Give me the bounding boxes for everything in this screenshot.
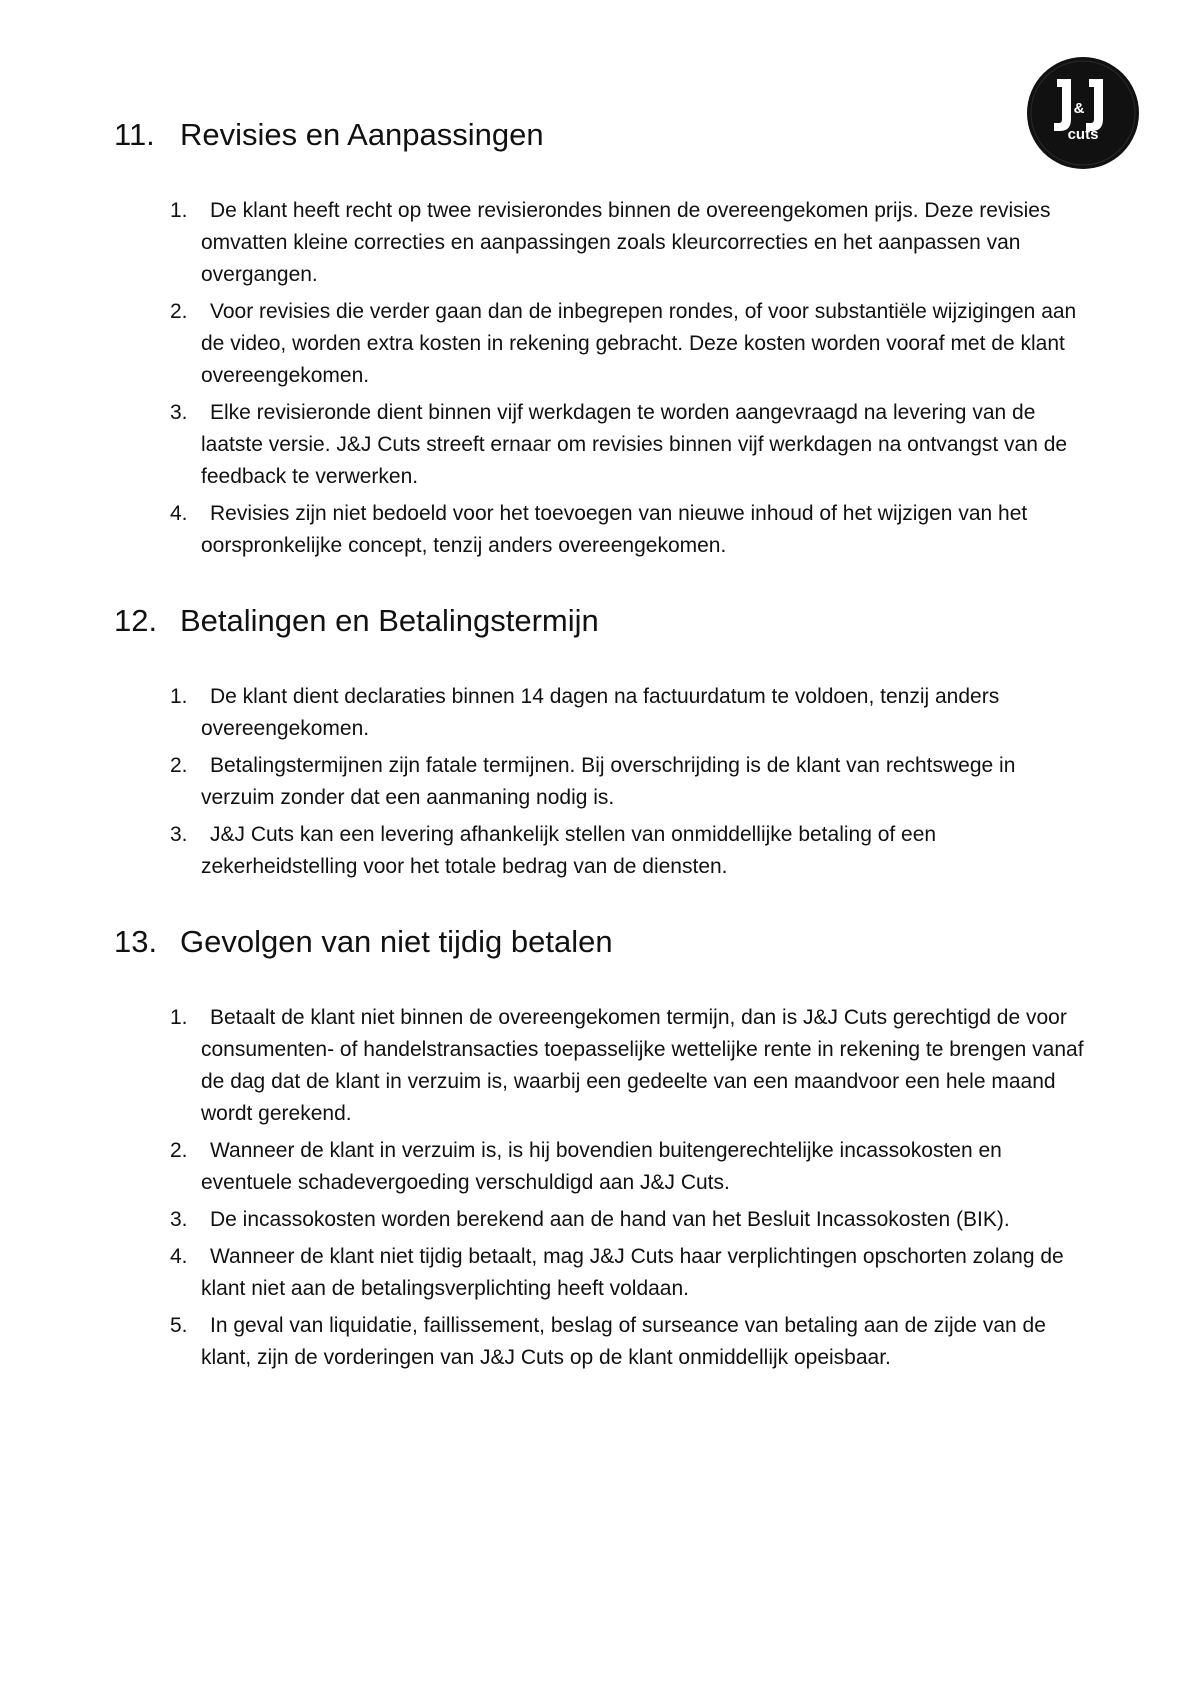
item-text: De klant dient declaraties binnen 14 dagen na factuurdatum te voldoen, tenzij anders overeengekomen. (201, 685, 1000, 740)
item-number: 1. (170, 1006, 188, 1029)
list-item (170, 750, 1090, 814)
list-item (170, 397, 1090, 493)
list-item (170, 1135, 1090, 1199)
item-number: 4. (170, 1245, 188, 1268)
list-item (170, 498, 1090, 562)
item-number: 1. (170, 199, 188, 222)
item-text: Wanneer de klant niet tijdig betaalt, mag J&J Cuts haar verplichtingen opschorten zolang de klant niet aan de betalingsverplichting heeft voldaan. (201, 1245, 1064, 1300)
section-heading (114, 601, 599, 641)
section-list (170, 1002, 1090, 1379)
item-text: Wanneer de klant in verzuim is, is hij bovendien buitengerechtelijke incassokosten en eventuele schadevergoeding verschuldigd aan J&J Cuts. (201, 1139, 1002, 1194)
item-text: Betalingstermijnen zijn fatale termijnen. Bij overschrijding is de klant van rechtswege in verzuim zonder dat een aanmaning nodig is. (201, 754, 1016, 809)
section-list (170, 681, 1090, 888)
list-item (170, 1310, 1090, 1374)
item-text: Elke revisieronde dient binnen vijf werkdagen te worden aangevraagd na levering van de laatste versie. J&J Cuts streeft ernaar om revisies binnen vijf werkdagen na ontvangst van de feedback te verwerken. (201, 401, 1068, 488)
list-item (170, 681, 1090, 745)
section-title: Betalingen en Betalingstermijn (180, 603, 599, 638)
item-number: 3. (170, 1208, 188, 1231)
section-heading (114, 922, 613, 962)
section-title: Revisies en Aanpassingen (180, 117, 544, 152)
list-item (170, 296, 1090, 392)
item-text: Voor revisies die verder gaan dan de inbegrepen rondes, of voor substantiële wijzigingen aan de video, worden extra kosten in rekening gebracht. Deze kosten worden vooraf met de klant overeengekomen. (201, 300, 1077, 387)
list-item (170, 1241, 1090, 1305)
logo-cuts-text: cuts (1067, 126, 1099, 143)
list-item (170, 195, 1090, 291)
item-text: De klant heeft recht op twee revisierondes binnen de overeengekomen prijs. Deze revisies omvatten kleine correcties en aanpassingen zoals kleurcorrecties en het aanpassen van overgangen. (201, 199, 1051, 286)
item-number: 2. (170, 754, 188, 777)
item-text: In geval van liquidatie, faillissement, beslag of surseance van betaling aan de zijde van de klant, zijn de vorderingen van J&J Cuts op de klant onmiddellijk opeisbaar. (201, 1314, 1046, 1369)
item-text: Betaalt de klant niet binnen de overeengekomen termijn, dan is J&J Cuts gerechtigd de voor consumenten- of handelstransacties toepasselijke wettelijke rente in rekening te brengen vanaf de dag dat de klant in verzuim is, waarbij een gedeelte van een maandvoor een hele maand wordt gerekend. (201, 1006, 1084, 1125)
item-number: 2. (170, 300, 188, 323)
item-number: 4. (170, 502, 188, 525)
section-number: 13. (114, 924, 158, 959)
list-item (170, 819, 1090, 883)
item-text: J&J Cuts kan een levering afhankelijk stellen van onmiddellijke betaling of een zekerheidstelling voor het totale bedrag van de diensten. (201, 823, 937, 878)
svg-text:&: & (1073, 100, 1085, 117)
section-number: 12. (114, 603, 158, 638)
section-list (170, 195, 1090, 567)
item-number: 5. (170, 1314, 188, 1337)
item-text: Revisies zijn niet bedoeld voor het toevoegen van nieuwe inhoud of het wijzigen van het oorspronkelijke concept, tenzij anders overeengekomen. (201, 502, 1028, 557)
item-number: 2. (170, 1139, 188, 1162)
item-text: De incassokosten worden berekend aan de hand van het Besluit Incassokosten (BIK). (210, 1208, 1010, 1231)
item-number: 3. (170, 823, 188, 846)
list-item (170, 1204, 1090, 1236)
section-title: Gevolgen van niet tijdig betalen (180, 924, 613, 959)
section-number: 11. (114, 117, 155, 152)
list-item (170, 1002, 1090, 1130)
item-number: 3. (170, 401, 188, 424)
section-heading (114, 115, 544, 155)
item-number: 1. (170, 685, 188, 708)
jj-cuts-logo-icon (1027, 57, 1139, 169)
